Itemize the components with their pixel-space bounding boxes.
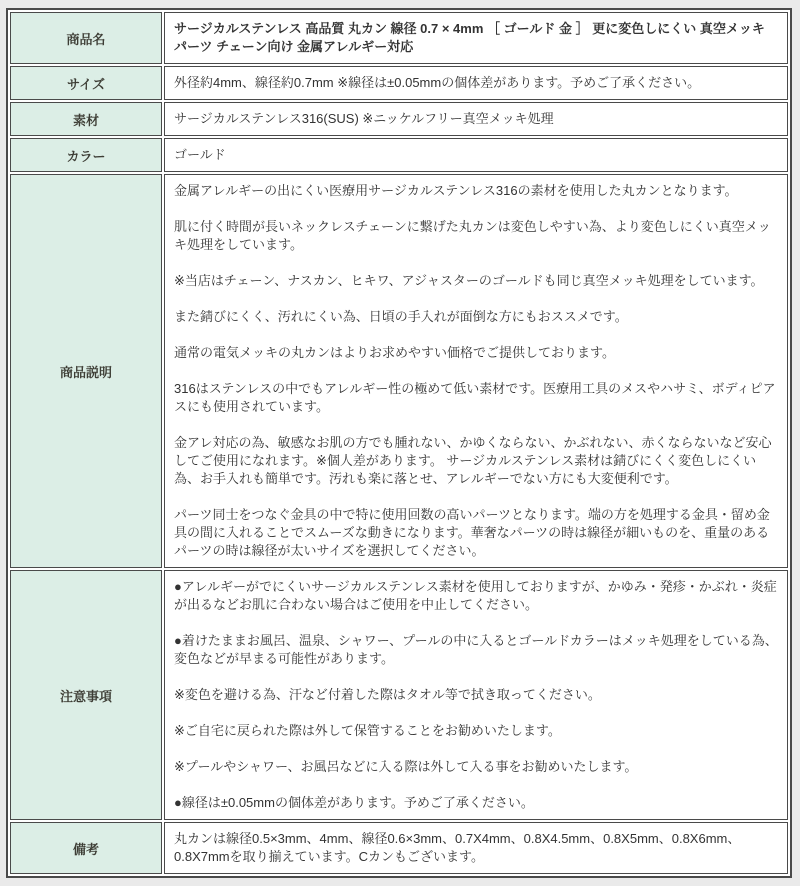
row-remarks <box>10 822 788 874</box>
material-value: サージカルステンレス316(SUS) ※ニッケルフリー真空メッキ処理 <box>164 102 788 136</box>
description-paragraph: 316はステンレスの中でもアレルギー性の極めて低い素材です。医療用工具のメスやハサミ、ボディピアスにも使用されています。 <box>174 381 776 414</box>
notes-paragraph: ●アレルギーがでにくいサージカルステンレス素材を使用しておりますが、かゆみ・発疹・かぶれ・炎症が出るなどお肌に合わない場合はご使用を中止してください。 <box>174 579 777 612</box>
product-name-value: サージカルステンレス 高品質 丸カン 線径 0.7 × 4mm ［ ゴールド 金 ］ 更に変色しにくい 真空メッキ パーツ チェーン向け 金属アレルギー対応 <box>164 12 788 64</box>
description-paragraph: ※当店はチェーン、ナスカン、ヒキワ、アジャスターのゴールドも同じ真空メッキ処理をしています。 <box>174 273 764 288</box>
row-material <box>10 102 788 136</box>
notes-paragraph: ●線径は±0.05mmの個体差があります。予めご了承ください。 <box>174 795 534 810</box>
material-label: 素材 <box>10 102 162 136</box>
description-paragraph: 通常の電気メッキの丸カンはよりお求めやすい価格でご提供しております。 <box>174 345 615 360</box>
notes-paragraph: ※ご自宅に戻られた際は外して保管することをお勧めいたします。 <box>174 723 561 738</box>
description-paragraph: 金属アレルギーの出にくい医療用サージカルステンレス316の素材を使用した丸カンとなります。 <box>174 183 738 198</box>
notes-label: 注意事項 <box>10 570 162 820</box>
description-label: 商品説明 <box>10 174 162 568</box>
description-paragraph: また錆びにくく、汚れにくい為、日頃の手入れが面倒な方にもおススメです。 <box>174 309 628 324</box>
notes-paragraph: ●着けたままお風呂、温泉、シャワー、プールの中に入るとゴールドカラーはメッキ処理をしている為、変色などが早まる可能性があります。 <box>174 633 778 666</box>
row-size <box>10 66 788 100</box>
size-value: 外径約4mm、線径約0.7mm ※線径は±0.05mmの個体差があります。予めご了承ください。 <box>164 66 788 100</box>
row-product-name <box>10 12 788 64</box>
remarks-label: 備考 <box>10 822 162 874</box>
size-label: サイズ <box>10 66 162 100</box>
notes-paragraph: ※プールやシャワー、お風呂などに入る際は外して入る事をお勧めいたします。 <box>174 759 638 774</box>
description-value <box>164 174 788 568</box>
color-value: ゴールド <box>164 138 788 172</box>
product-spec-table <box>6 8 792 878</box>
row-description <box>10 174 788 568</box>
row-notes <box>10 570 788 820</box>
description-paragraph: 肌に付く時間が長いネックレスチェーンに繋げた丸カンは変色しやすい為、より変色しにくい真空メッキ処理をしています。 <box>174 219 771 252</box>
description-paragraph: パーツ同士をつなぐ金具の中で特に使用回数の高いパーツとなります。端の方を処理する金具・留め金具の間に入れることでスムーズな動きになります。華奢なパーツの時は線径が細いものを、重量のあるパーツの時は線径が太いサイズを選択してください。 <box>174 507 770 558</box>
notes-paragraph: ※変色を避ける為、汗など付着した際はタオル等で拭き取ってください。 <box>174 687 601 702</box>
remarks-value: 丸カンは線径0.5×3mm、4mm、線径0.6×3mm、0.7X4mm、0.8X4.5mm、0.8X5mm、0.8X6mm、0.8X7mmを取り揃えています。Cカンもございます。 <box>164 822 788 874</box>
product-name-label: 商品名 <box>10 12 162 64</box>
notes-value <box>164 570 788 820</box>
description-paragraph: 金アレ対応の為、敏感なお肌の方でも腫れない、かゆくならない、かぶれない、赤くならないなど安心してご使用になれます。※個人差があります。 サージカルステンレス素材は錆びにくく変色しにくい為、お手入れも簡単です。汚れも楽に落とせ、アレルギーでない方にも大変便利です。 <box>174 435 772 486</box>
color-label: カラー <box>10 138 162 172</box>
row-color <box>10 138 788 172</box>
